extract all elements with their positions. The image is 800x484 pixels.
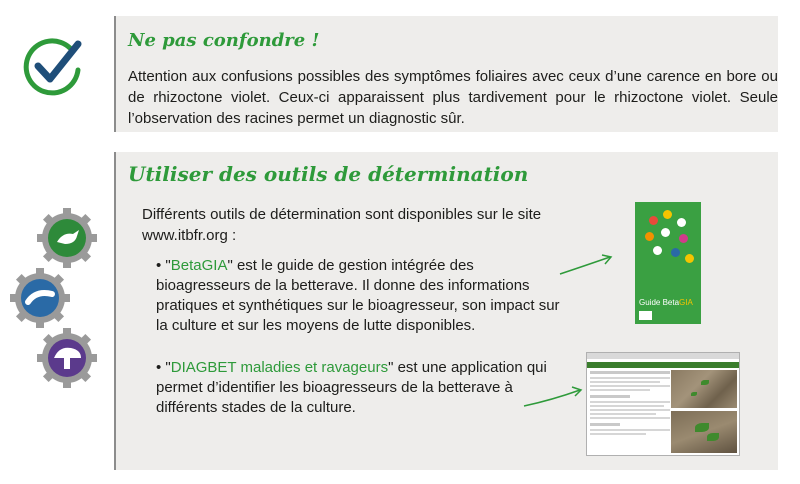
warning-panel — [114, 16, 778, 132]
checkmark-icon — [20, 34, 86, 96]
betagia-guide-cover — [635, 202, 701, 324]
diagbet-app-screenshot — [586, 352, 740, 456]
mushroom-gear-icon — [37, 328, 97, 388]
confusion-text: Attention aux confusions possibles des symptômes foliaires avec ceux d’une carence en bore ou de rhizoctone violet. Ceux-ci apparaissent plus tardivement pour le rhizoctone violet. Seule l’observation des racines permet un diagnostic sûr. — [128, 68, 778, 127]
diagbet-link[interactable]: DIAGBET maladies et ravageurs — [170, 359, 389, 376]
arrow-icon — [558, 252, 614, 278]
section-title-tools: Utiliser des outils de détermination — [128, 162, 529, 186]
list-item: • "BetaGIA" est le guide de gestion intégrée des bioagresseurs de la betterave. Il donne des informations pratiques et synthétiques sur le bioagresseur, son impact sur la culture et sur les moyens de lutte disponibles. — [156, 257, 560, 334]
tools-intro: Différents outils de détermination sont disponibles sur le site www.itbfr.org : — [142, 206, 542, 244]
booklet-title: Guide BetaGIA — [639, 298, 693, 307]
tools-panel — [114, 152, 778, 470]
itb-logo — [639, 311, 652, 320]
section-title-confusion: Ne pas confondre ! — [128, 30, 320, 51]
insect-larva-gear-icon — [10, 268, 70, 328]
bird-gear-icon — [37, 208, 97, 268]
list-item: • "DIAGBET maladies et ravageurs" est une application qui permet d’identifier les bioagresseurs de la betterave à différents stades de la culture. — [156, 359, 547, 416]
betagia-link[interactable]: BetaGIA — [170, 257, 228, 274]
arrow-icon — [522, 384, 584, 410]
